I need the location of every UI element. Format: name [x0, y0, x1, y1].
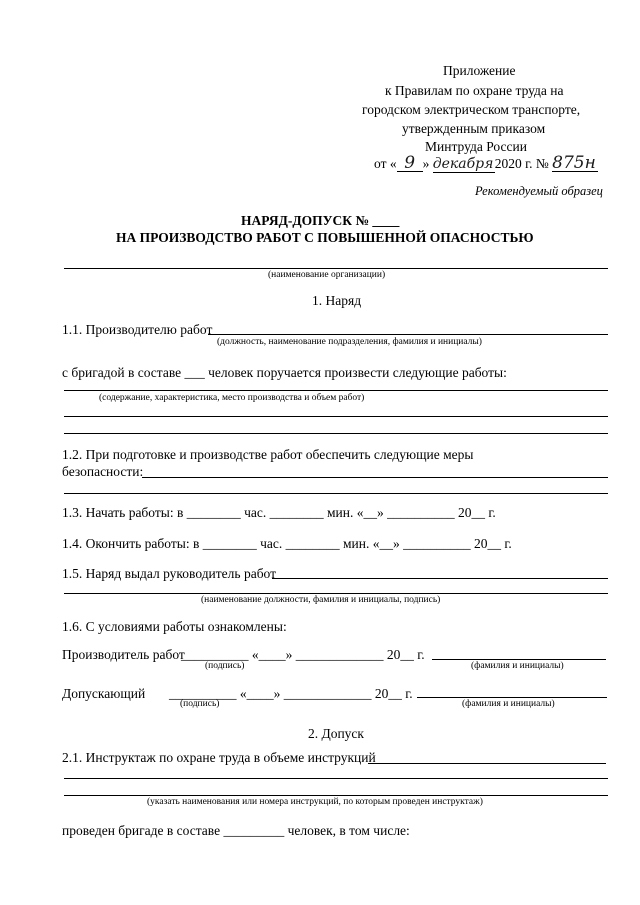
appendix-line-1: Приложение — [443, 63, 516, 78]
brigade-assignment: с бригадой в составе ___ человек поручается произвести следующие работы: — [62, 365, 507, 380]
caption-fio-1: (фамилия и инициалы) — [471, 661, 564, 671]
issuer-line-2[interactable] — [64, 593, 608, 594]
works-line-1[interactable] — [64, 390, 608, 391]
section-2-heading: 2. Допуск — [308, 726, 364, 741]
producer-line[interactable] — [208, 334, 608, 335]
issuer-line-1[interactable] — [272, 578, 608, 579]
item-1-2-b: безопасности: — [62, 464, 144, 479]
instructions-line-2[interactable] — [64, 778, 608, 779]
item-1-4: 1.4. Окончить работы: в ________ час. ________ мин. «__» __________ 20__ г. — [62, 536, 512, 551]
caption-works: (содержание, характеристика, место производства и объем работ) — [99, 393, 365, 403]
date-month: декабря — [432, 156, 494, 172]
producer-date: __________ «____» _____________ 20__ г. — [181, 647, 425, 662]
instructions-line-1[interactable] — [368, 763, 606, 764]
org-line — [64, 268, 608, 269]
item-2-1: 2.1. Инструктаж по охране труда в объеме инструкций — [62, 750, 376, 765]
admitter-fio-line[interactable] — [417, 697, 607, 698]
section-1-heading: 1. Наряд — [312, 293, 362, 308]
date-prefix: от « — [374, 156, 397, 171]
admitter-label: Допускающий — [62, 686, 146, 701]
appendix-line-4: утвержденным приказом — [402, 121, 546, 136]
safety-line-1[interactable] — [142, 477, 608, 478]
recommended-sample: Рекомендуемый образец — [475, 184, 603, 198]
caption-producer: (должность, наименование подразделения, фамилия и инициалы) — [217, 337, 482, 347]
date-day: 9 — [397, 155, 423, 172]
item-1-5: 1.5. Наряд выдал руководитель работ — [62, 566, 277, 581]
item-1-3: 1.3. Начать работы: в ________ час. ________ мин. «__» __________ 20__ г. — [62, 505, 496, 520]
producer-fio-line[interactable] — [432, 659, 606, 660]
caption-fio-2: (фамилия и инициалы) — [462, 699, 555, 709]
caption-instructions: (указать наименования или номера инструкций, по которым проведен инструктаж) — [147, 797, 483, 807]
appendix-date — [374, 155, 598, 173]
caption-sign-1: (подпись) — [205, 661, 245, 671]
instructions-line-3[interactable] — [64, 795, 608, 796]
date-number: 875н — [552, 155, 598, 172]
caption-org: (наименование организации) — [268, 270, 386, 280]
caption-sign-2: (подпись) — [180, 699, 220, 709]
item-1-1: 1.1. Производителю работ — [62, 322, 213, 337]
works-line-2[interactable] — [64, 416, 608, 417]
admitter-date: __________ «____» _____________ 20__ г. — [169, 686, 413, 701]
title-line-2: НА ПРОИЗВОДСТВО РАБОТ С ПОВЫШЕННОЙ ОПАСНОСТЬЮ — [116, 230, 534, 245]
appendix-line-3: городском электрическом транспорте, — [362, 102, 581, 117]
caption-issuer: (наименование должности, фамилия и инициалы, подпись) — [201, 595, 441, 605]
item-1-2-a: 1.2. При подготовке и производстве работ обеспечить следующие меры — [62, 447, 474, 462]
date-mid: » — [422, 156, 430, 171]
title-line-1: НАРЯД-ДОПУСК № ____ — [241, 213, 400, 228]
appendix-line-5: Минтруда России — [425, 139, 527, 154]
date-year: 2020 г. № — [494, 156, 549, 171]
producer-label: Производитель работ — [62, 647, 185, 662]
item-1-6: 1.6. С условиями работы ознакомлены: — [62, 619, 287, 634]
works-line-3[interactable] — [64, 433, 608, 434]
brigade-instructed: проведен бригаде в составе _________ человек, в том числе: — [62, 823, 410, 838]
appendix-line-2: к Правилам по охране труда на — [385, 83, 564, 98]
safety-line-2[interactable] — [64, 493, 608, 494]
